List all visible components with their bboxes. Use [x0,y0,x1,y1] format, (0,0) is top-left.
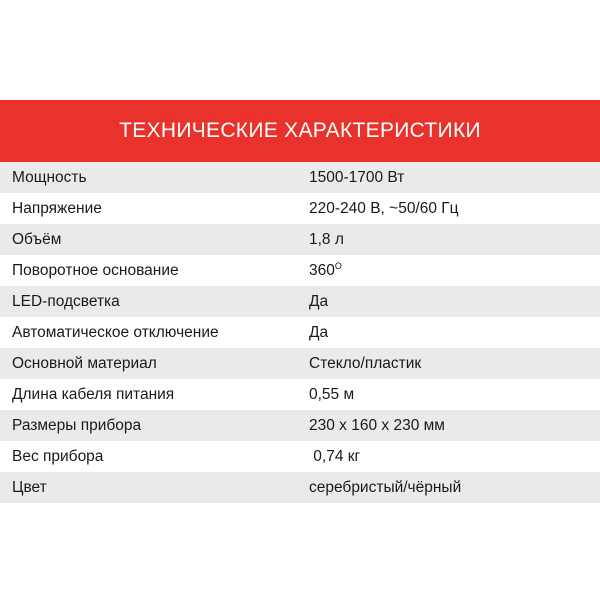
spec-value: Да [309,292,329,310]
spec-row-cable-length [0,379,600,410]
spec-value: 1500-1700 Вт [309,168,405,186]
spec-label: Вес прибора [12,447,104,465]
spec-value: Да [309,323,329,341]
spec-label: Напряжение [12,199,102,217]
spec-row-voltage [0,193,600,224]
spec-value: серебристый/чёрный [309,478,462,496]
spec-label: Длина кабеля питания [12,385,175,403]
spec-row-auto-off [0,317,600,348]
spec-value: 230 х 160 х 230 мм [309,416,445,434]
spec-value: Стекло/пластик [309,354,422,372]
spec-row-color [0,472,600,503]
spec-label: Поворотное основание [12,261,179,279]
spec-row-dimensions [0,410,600,441]
degree-sign: O [334,261,342,271]
page-title: ТЕХНИЧЕСКИЕ ХАРАКТЕРИСТИКИ [119,119,481,142]
spec-label: Основной материал [12,354,157,372]
spec-row-volume [0,224,600,255]
specs-table [0,162,600,503]
spec-value: 0,74 кг [309,447,361,465]
spec-label: Автоматическое отключение [12,323,219,341]
header-banner [0,100,600,162]
spec-value-number: 360 [309,262,335,279]
spec-row-power [0,162,600,193]
spec-row-weight [0,441,600,472]
spec-value: 1,8 л [309,230,344,248]
spec-value [298,261,600,280]
spec-row-rotating-base [0,255,600,286]
spec-label: Мощность [12,168,87,186]
spec-value: 220-240 В, ~50/60 Гц [309,199,459,217]
spec-row-material [0,348,600,379]
spec-label: Цвет [12,478,47,496]
spec-label: Объём [12,230,62,248]
spec-row-led [0,286,600,317]
spec-value: 0,55 м [309,385,355,403]
spec-label: Размеры прибора [12,416,142,434]
spec-label: LED-подсветка [12,292,120,310]
